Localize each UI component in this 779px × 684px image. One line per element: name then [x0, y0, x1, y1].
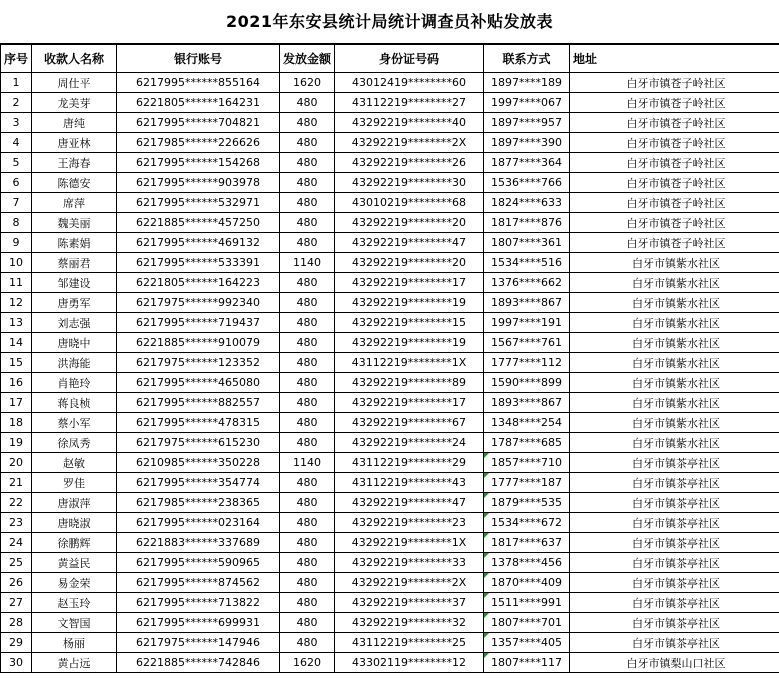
header-row [1, 45, 779, 73]
cell-address[interactable]: 白牙市镇茶亭社区 [570, 513, 779, 533]
cell-phone[interactable]: 1787****685 [484, 433, 570, 453]
cell-name[interactable]: 唐晓中 [32, 333, 117, 353]
cell-amount[interactable]: 480 [280, 593, 335, 613]
cell-name[interactable]: 周仕平 [32, 73, 117, 93]
cell-account[interactable]: 6217995******874562 [117, 573, 280, 593]
table-row [1, 153, 779, 173]
cell-phone[interactable]: 1893****867 [484, 293, 570, 313]
cell-name[interactable]: 席萍 [32, 193, 117, 213]
cell-amount[interactable]: 480 [280, 513, 335, 533]
cell-name[interactable]: 唐勇军 [32, 293, 117, 313]
cell-address[interactable]: 白牙市镇紫水社区 [570, 333, 779, 353]
cell-account[interactable]: 6217995******855164 [117, 73, 280, 93]
cell-seq[interactable]: 17 [1, 393, 32, 413]
table-row [1, 633, 779, 653]
cell-seq[interactable]: 13 [1, 313, 32, 333]
cell-seq[interactable]: 18 [1, 413, 32, 433]
cell-address[interactable]: 白牙市镇苍子岭社区 [570, 173, 779, 193]
cell-phone[interactable]: 1997****067 [484, 93, 570, 113]
cell-id[interactable]: 43292219********20 [335, 253, 484, 273]
header-name[interactable]: 收款人名称 [32, 45, 117, 73]
table-row [1, 193, 779, 213]
table-row [1, 413, 779, 433]
table-row [1, 233, 779, 253]
cell-amount[interactable]: 480 [280, 113, 335, 133]
cell-id[interactable]: 43292219********40 [335, 113, 484, 133]
cell-phone[interactable]: 1893****867 [484, 393, 570, 413]
cell-account[interactable]: 6221885******742846 [117, 653, 280, 673]
cell-name[interactable]: 蔡丽君 [32, 253, 117, 273]
cell-phone[interactable]: 1357****405 [484, 633, 570, 653]
table-row [1, 593, 779, 613]
cell-seq[interactable]: 7 [1, 193, 32, 213]
cell-name[interactable]: 赵玉玲 [32, 593, 117, 613]
cell-account[interactable]: 6217995******704821 [117, 113, 280, 133]
cell-account[interactable]: 6221805******164223 [117, 273, 280, 293]
cell-id[interactable]: 43112219********43 [335, 473, 484, 493]
cell-seq[interactable]: 21 [1, 473, 32, 493]
cell-amount[interactable]: 480 [280, 413, 335, 433]
cell-name[interactable]: 唐亚林 [32, 133, 117, 153]
cell-phone[interactable]: 1870****409 [484, 573, 570, 593]
header-id[interactable]: 身份证号码 [335, 45, 484, 73]
cell-id[interactable]: 43292219********15 [335, 313, 484, 333]
table-row [1, 313, 779, 333]
cell-seq[interactable]: 26 [1, 573, 32, 593]
cell-id[interactable]: 43302119********12 [335, 653, 484, 673]
table-row [1, 73, 779, 93]
cell-name[interactable]: 蒋良桢 [32, 393, 117, 413]
cell-phone[interactable]: 1997****191 [484, 313, 570, 333]
cell-seq[interactable]: 16 [1, 373, 32, 393]
cell-phone[interactable]: 1897****390 [484, 133, 570, 153]
cell-id[interactable]: 43292219********2X [335, 573, 484, 593]
cell-seq[interactable]: 27 [1, 593, 32, 613]
cell-id[interactable]: 43112219********1X [335, 353, 484, 373]
cell-account[interactable]: 6217995******590965 [117, 553, 280, 573]
cell-amount[interactable]: 480 [280, 473, 335, 493]
cell-id[interactable]: 43292219********37 [335, 593, 484, 613]
cell-name[interactable]: 文智国 [32, 613, 117, 633]
cell-name[interactable]: 邹建设 [32, 273, 117, 293]
cell-amount[interactable]: 480 [280, 313, 335, 333]
cell-seq[interactable]: 30 [1, 653, 32, 673]
cell-account[interactable]: 6217995******699931 [117, 613, 280, 633]
cell-seq[interactable]: 22 [1, 493, 32, 513]
cell-id[interactable]: 43012419********60 [335, 73, 484, 93]
cell-seq[interactable]: 10 [1, 253, 32, 273]
cell-name[interactable]: 徐鹏辉 [32, 533, 117, 553]
cell-phone[interactable]: 1807****117 [484, 653, 570, 673]
cell-amount[interactable]: 480 [280, 353, 335, 373]
cell-seq[interactable]: 15 [1, 353, 32, 373]
cell-address[interactable]: 白牙市镇紫水社区 [570, 373, 779, 393]
header-seq[interactable]: 序号 [1, 45, 32, 73]
cell-phone[interactable]: 1897****189 [484, 73, 570, 93]
cell-name[interactable]: 龙美芽 [32, 93, 117, 113]
cell-account[interactable]: 6217995******719437 [117, 313, 280, 333]
cell-id[interactable]: 43292219********19 [335, 293, 484, 313]
cell-id[interactable]: 43292219********26 [335, 153, 484, 173]
cell-id[interactable]: 43112219********25 [335, 633, 484, 653]
cell-amount[interactable]: 480 [280, 553, 335, 573]
cell-name[interactable]: 魏美丽 [32, 213, 117, 233]
cell-phone[interactable]: 1534****672 [484, 513, 570, 533]
cell-seq[interactable]: 23 [1, 513, 32, 533]
table-row [1, 573, 779, 593]
cell-id[interactable]: 43292219********17 [335, 273, 484, 293]
cell-address[interactable]: 白牙市镇紫水社区 [570, 433, 779, 453]
cell-address[interactable]: 白牙市镇紫水社区 [570, 313, 779, 333]
table-row [1, 533, 779, 553]
cell-seq[interactable]: 8 [1, 213, 32, 233]
cell-id[interactable]: 43292219********2X [335, 133, 484, 153]
cell-seq[interactable]: 11 [1, 273, 32, 293]
cell-id[interactable]: 43292219********23 [335, 513, 484, 533]
cell-seq[interactable]: 9 [1, 233, 32, 253]
table-row [1, 113, 779, 133]
cell-name[interactable]: 陈素娟 [32, 233, 117, 253]
cell-seq[interactable]: 3 [1, 113, 32, 133]
cell-phone[interactable]: 1824****633 [484, 193, 570, 213]
cell-phone[interactable]: 1807****361 [484, 233, 570, 253]
cell-account[interactable]: 6217995******478315 [117, 413, 280, 433]
cell-seq[interactable]: 29 [1, 633, 32, 653]
header-amount[interactable]: 发放金额 [280, 45, 335, 73]
cell-id[interactable]: 43292219********20 [335, 213, 484, 233]
cell-id[interactable]: 43292219********17 [335, 393, 484, 413]
cell-address[interactable]: 白牙市镇苍子岭社区 [570, 133, 779, 153]
cell-amount[interactable]: 480 [280, 273, 335, 293]
cell-id[interactable]: 43292219********1X [335, 533, 484, 553]
cell-address[interactable]: 白牙市镇茶亭社区 [570, 533, 779, 553]
cell-seq[interactable]: 2 [1, 93, 32, 113]
cell-amount[interactable]: 480 [280, 393, 335, 413]
cell-id[interactable]: 43292219********19 [335, 333, 484, 353]
cell-account[interactable]: 6217995******354774 [117, 473, 280, 493]
cell-account[interactable]: 6217995******469132 [117, 233, 280, 253]
cell-name[interactable]: 唐淑萍 [32, 493, 117, 513]
cell-account[interactable]: 6217995******532971 [117, 193, 280, 213]
cell-id[interactable]: 43292219********33 [335, 553, 484, 573]
table-row [1, 613, 779, 633]
cell-address[interactable]: 白牙市镇茶亭社区 [570, 493, 779, 513]
cell-account[interactable]: 6217995******154268 [117, 153, 280, 173]
cell-account[interactable]: 6217975******147946 [117, 633, 280, 653]
cell-address[interactable]: 白牙市镇紫水社区 [570, 273, 779, 293]
table-row [1, 173, 779, 193]
cell-amount[interactable]: 480 [280, 233, 335, 253]
cell-phone[interactable]: 1777****112 [484, 353, 570, 373]
cell-name[interactable]: 易金荣 [32, 573, 117, 593]
cell-name[interactable]: 杨丽 [32, 633, 117, 653]
cell-seq[interactable]: 24 [1, 533, 32, 553]
cell-name[interactable]: 罗佳 [32, 473, 117, 493]
cell-name[interactable]: 王海春 [32, 153, 117, 173]
cell-phone[interactable]: 1536****766 [484, 173, 570, 193]
table-row [1, 653, 779, 673]
cell-id[interactable]: 43292219********47 [335, 493, 484, 513]
cell-phone[interactable]: 1534****516 [484, 253, 570, 273]
cell-id[interactable]: 43292219********32 [335, 613, 484, 633]
cell-address[interactable]: 白牙市镇苍子岭社区 [570, 113, 779, 133]
cell-seq[interactable]: 1 [1, 73, 32, 93]
cell-amount[interactable]: 480 [280, 533, 335, 553]
table-row [1, 473, 779, 493]
cell-address[interactable]: 白牙市镇茶亭社区 [570, 633, 779, 653]
cell-phone[interactable]: 1807****701 [484, 613, 570, 633]
table-row [1, 373, 779, 393]
cell-address[interactable]: 白牙市镇茶亭社区 [570, 613, 779, 633]
cell-phone[interactable]: 1877****364 [484, 153, 570, 173]
table-body [1, 73, 779, 673]
cell-name[interactable]: 陈德安 [32, 173, 117, 193]
cell-phone[interactable]: 1817****876 [484, 213, 570, 233]
cell-account[interactable]: 6217985******238365 [117, 493, 280, 513]
cell-amount[interactable]: 480 [280, 93, 335, 113]
cell-address[interactable]: 白牙市镇苍子岭社区 [570, 153, 779, 173]
cell-seq[interactable]: 12 [1, 293, 32, 313]
cell-phone[interactable]: 1857****710 [484, 453, 570, 473]
cell-address[interactable]: 白牙市镇茶亭社区 [570, 453, 779, 473]
cell-amount[interactable]: 1140 [280, 253, 335, 273]
header-phone[interactable]: 联系方式 [484, 45, 570, 73]
cell-id[interactable]: 43010219********68 [335, 193, 484, 213]
subsidy-table [0, 44, 779, 673]
header-address[interactable]: 地址 [570, 45, 779, 73]
cell-address[interactable]: 白牙市镇茶亭社区 [570, 593, 779, 613]
cell-name[interactable]: 刘志强 [32, 313, 117, 333]
cell-account[interactable]: 6221883******337689 [117, 533, 280, 553]
cell-seq[interactable]: 19 [1, 433, 32, 453]
cell-account[interactable]: 6217995******903978 [117, 173, 280, 193]
cell-phone[interactable]: 1378****456 [484, 553, 570, 573]
cell-name[interactable]: 徐凤秀 [32, 433, 117, 453]
cell-phone[interactable]: 1511****991 [484, 593, 570, 613]
cell-account[interactable]: 6217975******123352 [117, 353, 280, 373]
cell-seq[interactable]: 20 [1, 453, 32, 473]
cell-account[interactable]: 6217975******615230 [117, 433, 280, 453]
cell-name[interactable]: 黄益民 [32, 553, 117, 573]
cell-account[interactable]: 6217995******713822 [117, 593, 280, 613]
cell-amount[interactable]: 480 [280, 613, 335, 633]
table-row [1, 493, 779, 513]
cell-seq[interactable]: 25 [1, 553, 32, 573]
header-account[interactable]: 银行账号 [117, 45, 280, 73]
cell-amount[interactable]: 480 [280, 373, 335, 393]
cell-address[interactable]: 白牙市镇梨山口社区 [570, 653, 779, 673]
cell-address[interactable]: 白牙市镇紫水社区 [570, 393, 779, 413]
cell-address[interactable]: 白牙市镇苍子岭社区 [570, 73, 779, 93]
table-row [1, 293, 779, 313]
cell-id[interactable]: 43292219********47 [335, 233, 484, 253]
cell-address[interactable]: 白牙市镇茶亭社区 [570, 553, 779, 573]
cell-address[interactable]: 白牙市镇苍子岭社区 [570, 213, 779, 233]
cell-phone[interactable]: 1590****899 [484, 373, 570, 393]
cell-account[interactable]: 6217995******882557 [117, 393, 280, 413]
cell-address[interactable]: 白牙市镇茶亭社区 [570, 573, 779, 593]
table-row [1, 453, 779, 473]
cell-amount[interactable]: 480 [280, 633, 335, 653]
cell-name[interactable]: 蔡小军 [32, 413, 117, 433]
table-row [1, 133, 779, 153]
cell-phone[interactable]: 1879****535 [484, 493, 570, 513]
cell-phone[interactable]: 1376****662 [484, 273, 570, 293]
cell-address[interactable]: 白牙市镇苍子岭社区 [570, 233, 779, 253]
cell-amount[interactable]: 480 [280, 133, 335, 153]
cell-phone[interactable]: 1777****187 [484, 473, 570, 493]
cell-name[interactable]: 洪海能 [32, 353, 117, 373]
cell-address[interactable]: 白牙市镇苍子岭社区 [570, 93, 779, 113]
cell-amount[interactable]: 480 [280, 193, 335, 213]
cell-address[interactable]: 白牙市镇紫水社区 [570, 413, 779, 433]
cell-amount[interactable]: 1140 [280, 453, 335, 473]
cell-account[interactable]: 6221885******910079 [117, 333, 280, 353]
cell-amount[interactable]: 1620 [280, 73, 335, 93]
table-row [1, 433, 779, 453]
cell-address[interactable]: 白牙市镇苍子岭社区 [570, 193, 779, 213]
table-row [1, 353, 779, 373]
cell-id[interactable]: 43112219********29 [335, 453, 484, 473]
cell-amount[interactable]: 480 [280, 493, 335, 513]
cell-amount[interactable]: 480 [280, 573, 335, 593]
cell-address[interactable]: 白牙市镇紫水社区 [570, 293, 779, 313]
table-row [1, 333, 779, 353]
cell-amount[interactable]: 1620 [280, 653, 335, 673]
cell-name[interactable]: 黄占远 [32, 653, 117, 673]
cell-amount[interactable]: 480 [280, 293, 335, 313]
cell-address[interactable]: 白牙市镇茶亭社区 [570, 473, 779, 493]
cell-seq[interactable]: 14 [1, 333, 32, 353]
cell-name[interactable]: 赵敏 [32, 453, 117, 473]
cell-id[interactable]: 43292219********24 [335, 433, 484, 453]
cell-account[interactable]: 6210985******350228 [117, 453, 280, 473]
cell-name[interactable]: 唐晓淑 [32, 513, 117, 533]
cell-name[interactable]: 肖艳玲 [32, 373, 117, 393]
cell-seq[interactable]: 6 [1, 173, 32, 193]
cell-seq[interactable]: 28 [1, 613, 32, 633]
cell-id[interactable]: 43292219********89 [335, 373, 484, 393]
cell-address[interactable]: 白牙市镇紫水社区 [570, 353, 779, 373]
table-row [1, 253, 779, 273]
cell-address[interactable]: 白牙市镇紫水社区 [570, 253, 779, 273]
sheet-title: 2021年东安县统计局统计调查员补贴发放表 [0, 0, 779, 44]
cell-amount[interactable]: 480 [280, 433, 335, 453]
cell-account[interactable]: 6221885******457250 [117, 213, 280, 233]
table-row [1, 393, 779, 413]
cell-amount[interactable]: 480 [280, 333, 335, 353]
cell-account[interactable]: 6221805******164231 [117, 93, 280, 113]
cell-phone[interactable]: 1897****957 [484, 113, 570, 133]
cell-id[interactable]: 43112219********27 [335, 93, 484, 113]
cell-phone[interactable]: 1348****254 [484, 413, 570, 433]
cell-account[interactable]: 6217985******226626 [117, 133, 280, 153]
cell-account[interactable]: 6217995******533391 [117, 253, 280, 273]
cell-name[interactable]: 唐纯 [32, 113, 117, 133]
cell-account[interactable]: 6217995******465080 [117, 373, 280, 393]
cell-phone[interactable]: 1567****761 [484, 333, 570, 353]
cell-id[interactable]: 43292219********30 [335, 173, 484, 193]
cell-seq[interactable]: 4 [1, 133, 32, 153]
cell-account[interactable]: 6217995******023164 [117, 513, 280, 533]
cell-amount[interactable]: 480 [280, 173, 335, 193]
cell-phone[interactable]: 1817****637 [484, 533, 570, 553]
cell-seq[interactable]: 5 [1, 153, 32, 173]
cell-amount[interactable]: 480 [280, 213, 335, 233]
cell-account[interactable]: 6217975******992340 [117, 293, 280, 313]
cell-amount[interactable]: 480 [280, 153, 335, 173]
cell-id[interactable]: 43292219********67 [335, 413, 484, 433]
table-row [1, 553, 779, 573]
table-row [1, 273, 779, 293]
table-row [1, 93, 779, 113]
table-row [1, 213, 779, 233]
table-row [1, 513, 779, 533]
